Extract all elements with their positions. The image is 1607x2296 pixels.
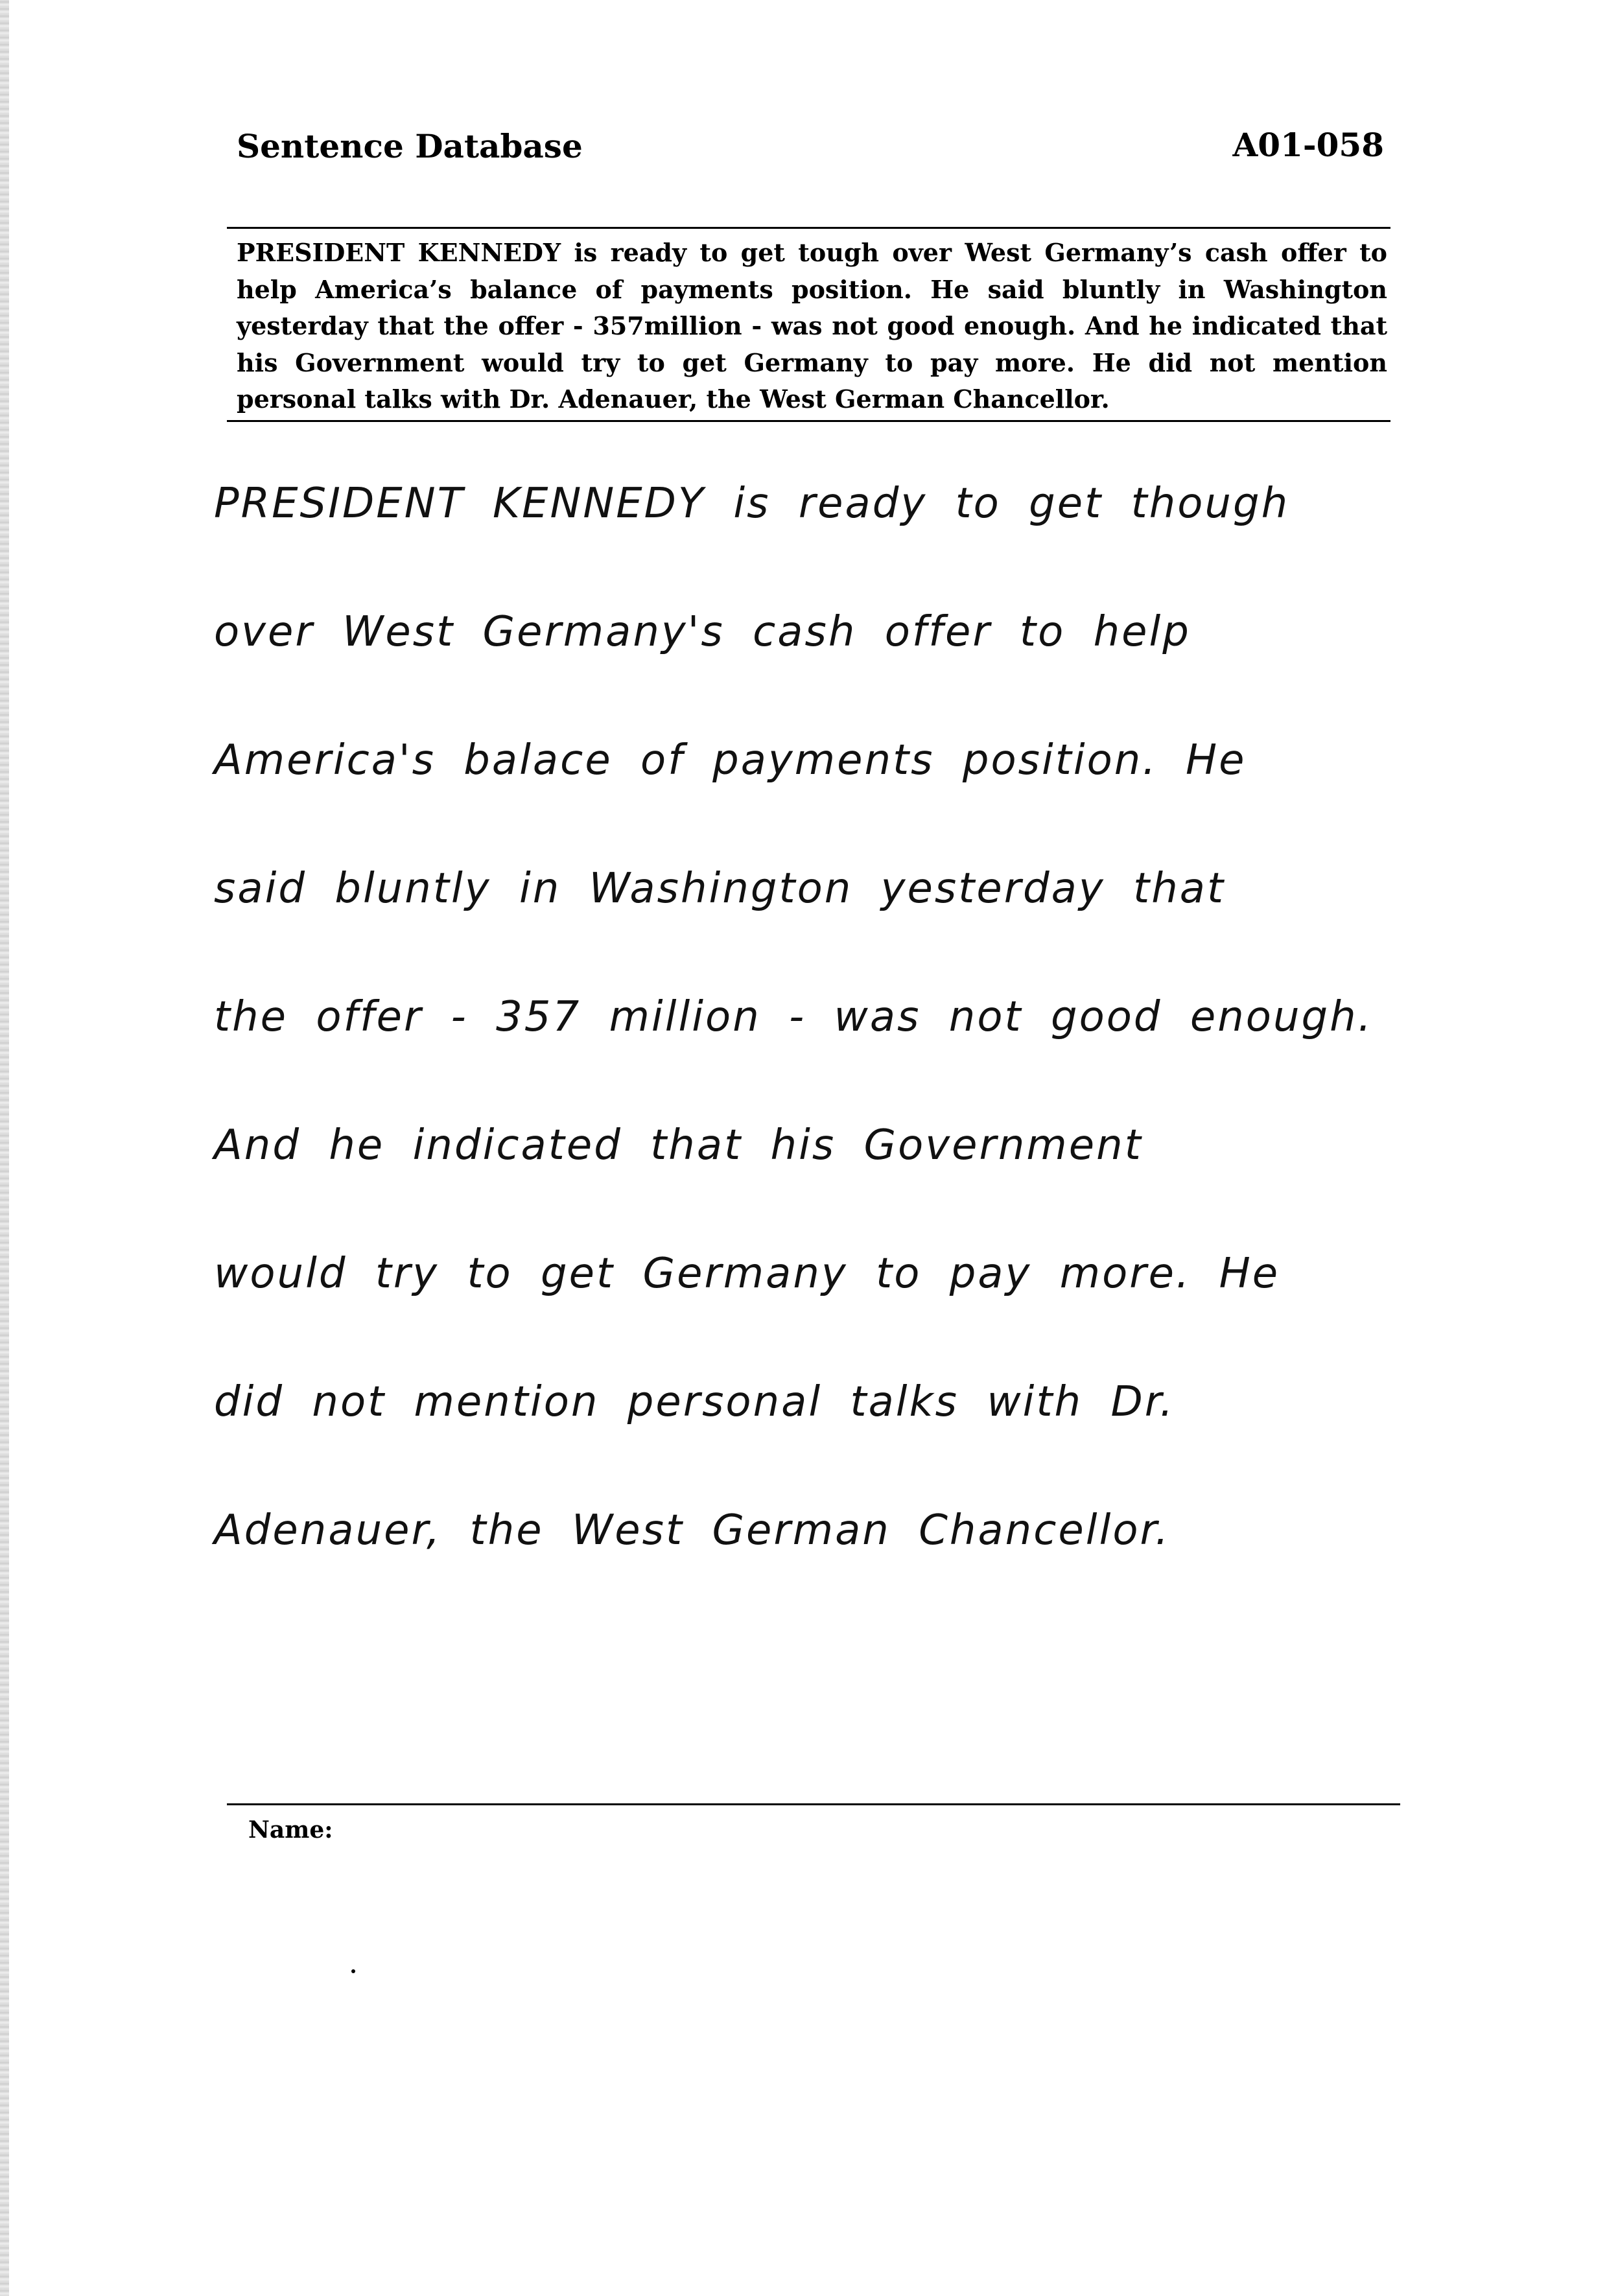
- form-id: A01-058: [1232, 126, 1384, 164]
- handwritten-line: And he indicated that his Government: [214, 1121, 1143, 1169]
- handwritten-transcription: [214, 480, 1562, 1635]
- handwritten-line: America's balace of payments position. He: [214, 736, 1247, 784]
- handwritten-line: Adenauer, the West German Chancellor.: [214, 1506, 1171, 1554]
- middle-rule: [227, 420, 1390, 422]
- top-rule: [227, 227, 1390, 229]
- handwritten-line: would try to get Germany to pay more. He: [214, 1250, 1280, 1298]
- bottom-rule: [227, 1803, 1400, 1805]
- handwritten-line: said bluntly in Washington yesterday that: [214, 865, 1226, 913]
- handwritten-line: did not mention personal talks with Dr.: [214, 1378, 1175, 1426]
- name-label: Name:: [248, 1816, 333, 1844]
- form-title: Sentence Database: [237, 127, 583, 165]
- ink-speck: [351, 1969, 355, 1973]
- handwritten-line: the offer - 357 million - was not good enough.: [214, 993, 1374, 1041]
- handwritten-line: over West Germany's cash offer to help: [214, 608, 1191, 656]
- scan-edge: [0, 0, 9, 2296]
- prompt-text: PRESIDENT KENNEDY is ready to get tough over West Germany’s cash offer to help America’s balance of payments position. He said bluntly in Washington yesterday that the offer - 357million - was not good enough. And he indicated that his Government would try to get Germany to pay more. He did not mention personal talks with Dr. Adenauer, the West German Chancellor.: [237, 238, 1387, 414]
- handwritten-line: PRESIDENT KENNEDY is ready to get though: [214, 480, 1290, 528]
